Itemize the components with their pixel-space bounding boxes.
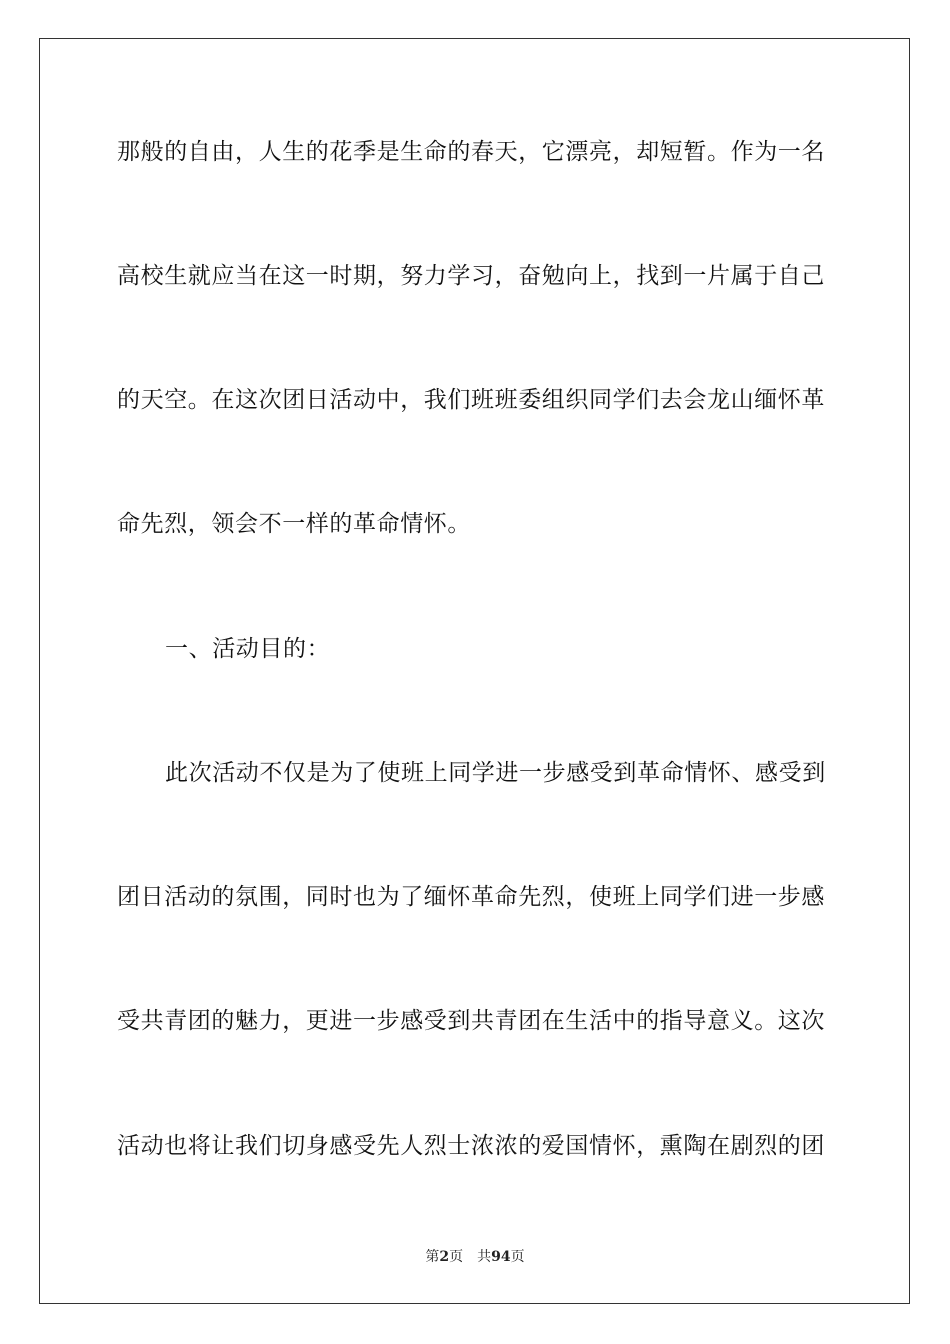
page-number: 2	[439, 1249, 450, 1265]
body-text-line: 命先烈，领会不一样的革命情怀。	[117, 511, 471, 537]
body-text-line: 的天空。在这次团日活动中，我们班班委组织同学们去会龙山缅怀革	[117, 387, 825, 413]
body-text-line: 此次活动不仅是为了使班上同学进一步感受到革命情怀、感受到	[165, 760, 826, 786]
section-heading: 一、活动目的：	[165, 636, 331, 662]
body-text-line: 活动也将让我们切身感受先人烈士浓浓的爱国情怀，熏陶在剧烈的团	[117, 1133, 825, 1159]
total-suffix: 页	[510, 1249, 525, 1265]
body-text-line: 受共青团的魅力，更进一步感受到共青团在生活中的指导意义。这次	[117, 1008, 825, 1034]
body-text-line: 那般的自由，人生的花季是生命的春天，它漂亮，却短暂。作为一名	[117, 139, 825, 165]
page-suffix: 页	[449, 1249, 464, 1265]
body-text-line: 高校生就应当在这一时期，努力学习，奋勉向上，找到一片属于自己	[117, 263, 825, 289]
body-text-line: 团日活动的氛围，同时也为了缅怀革命先烈，使班上同学们进一步感	[117, 884, 825, 910]
total-prefix: 共	[477, 1249, 492, 1265]
page-border	[39, 38, 910, 1304]
page-prefix: 第	[425, 1249, 440, 1265]
total-pages: 94	[491, 1249, 511, 1265]
page-footer	[0, 1248, 950, 1266]
